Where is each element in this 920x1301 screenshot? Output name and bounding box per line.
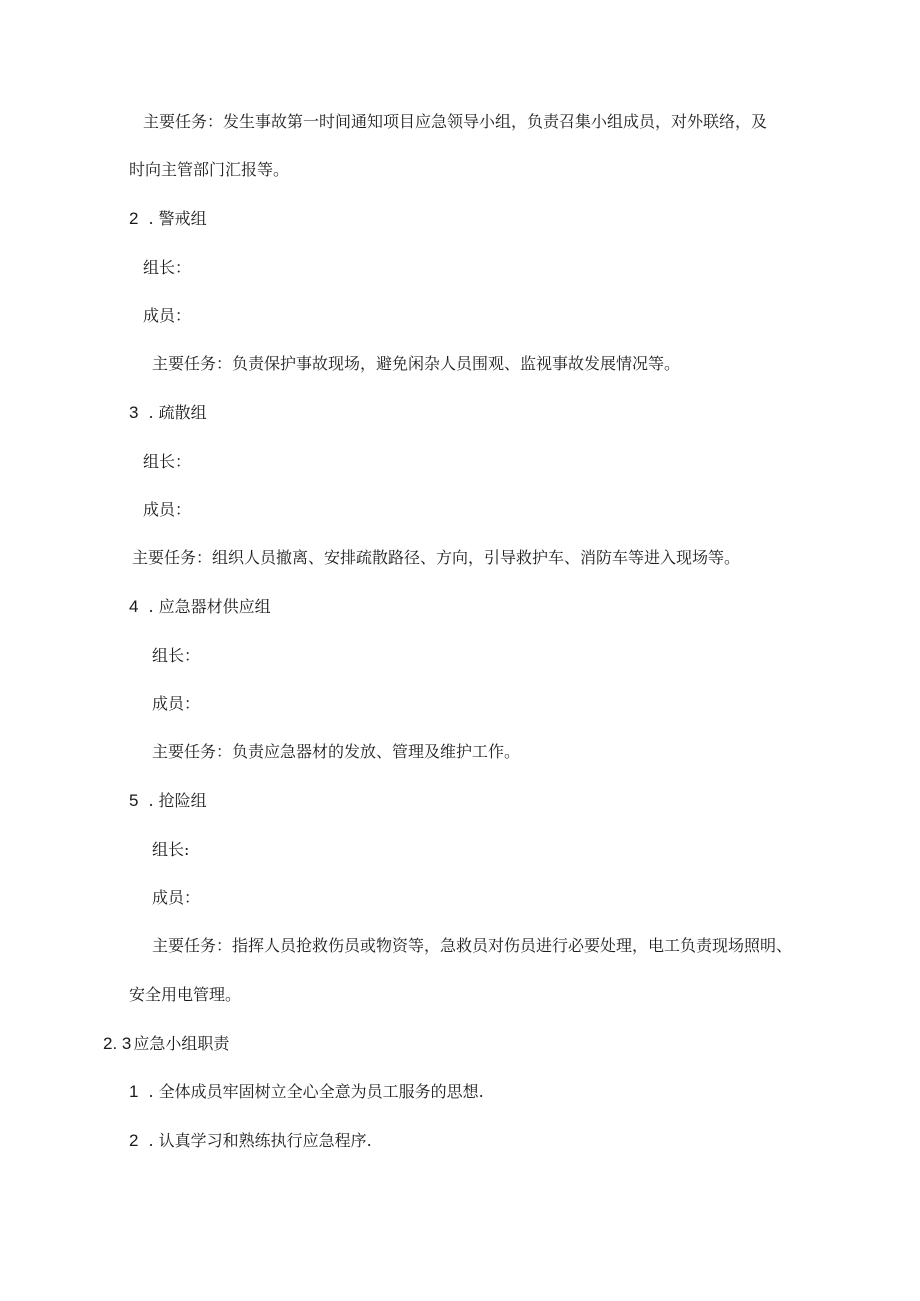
section-item-2 xyxy=(129,1131,372,1151)
group4-number: 4 xyxy=(129,597,139,616)
group3-task: 主要任务：组织人员撤离、安排疏散路径、方向，引导救护车、消防车等进入现场等。 xyxy=(132,548,741,567)
section-item-1-number: 1 xyxy=(129,1082,139,1101)
group3-members: 成员： xyxy=(143,500,192,519)
group3-leader: 组长： xyxy=(143,452,192,471)
group5-leader: 组长: xyxy=(152,840,190,859)
group4-task: 主要任务：负责应急器材的发放、管理及维护工作。 xyxy=(152,742,521,761)
section-number: 2. 3 xyxy=(103,1034,132,1053)
group2-heading xyxy=(129,209,207,229)
group3-heading xyxy=(129,403,207,423)
group2-members: 成员： xyxy=(143,306,192,325)
group5-number: 5 xyxy=(129,791,139,810)
group3-number: 3 xyxy=(129,403,139,422)
group2-number: 2 xyxy=(129,209,139,228)
section-item-1-text: . 全体成员牢固树立全心全意为员工服务的思想. xyxy=(148,1082,484,1101)
group4-members: 成员： xyxy=(152,694,201,713)
group5-members: 成员： xyxy=(152,888,201,907)
group4-title: . 应急器材供应组 xyxy=(148,597,271,616)
section-title: 应急小组职责 xyxy=(133,1034,230,1053)
group5-task-line1: 主要任务：指挥人员抢救伤员或物资等，急救员对伤员进行必要处理，电工负责现场照明、 xyxy=(152,936,793,955)
group4-heading xyxy=(129,597,271,617)
group4-leader: 组长： xyxy=(152,646,201,665)
group1-task-line2: 时向主管部门汇报等。 xyxy=(129,160,290,179)
group5-task-line2: 安全用电管理。 xyxy=(129,985,242,1004)
section-item-2-text: . 认真学习和熟练执行应急程序. xyxy=(148,1131,372,1150)
group5-title: . 抢险组 xyxy=(148,791,207,810)
group2-task: 主要任务：负责保护事故现场，避免闲杂人员围观、监视事故发展情况等。 xyxy=(152,354,681,373)
group2-title: . 警戒组 xyxy=(148,209,207,228)
group1-task-line1: 主要任务：发生事故第一时间通知项目应急领导小组，负责召集小组成员，对外联络，及 xyxy=(143,112,768,131)
section-item-2-number: 2 xyxy=(129,1131,139,1150)
section-item-1 xyxy=(129,1082,484,1102)
group5-heading xyxy=(129,791,207,811)
section-heading xyxy=(103,1034,229,1054)
group3-title: . 疏散组 xyxy=(148,403,207,422)
group2-leader: 组长： xyxy=(143,258,192,277)
